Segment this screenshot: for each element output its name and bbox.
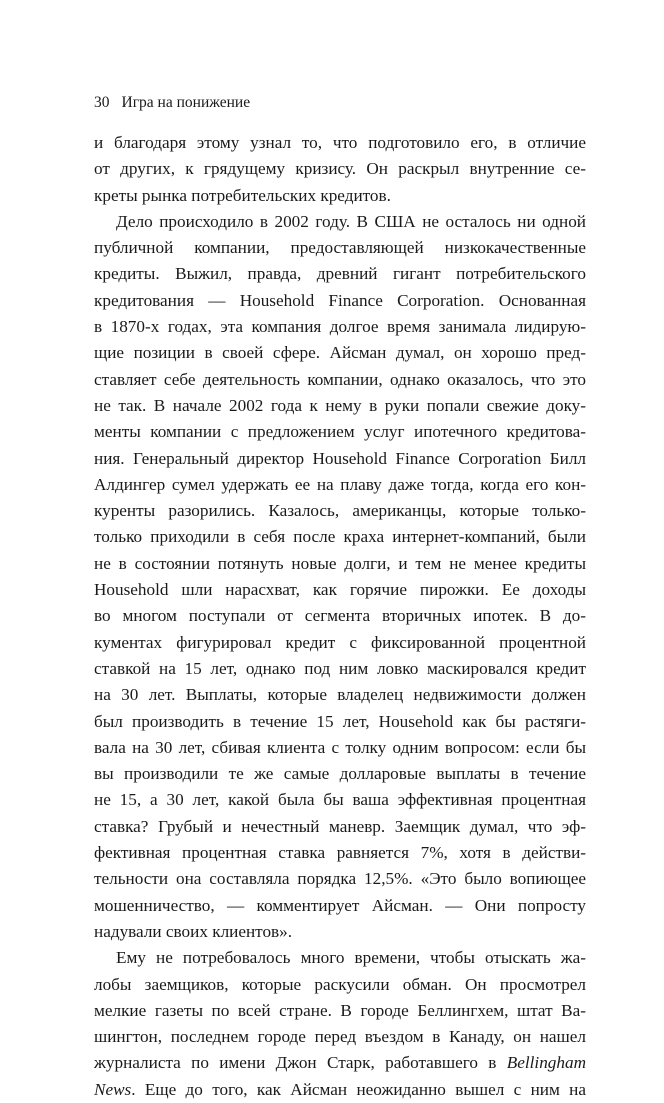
text-line (94, 866, 586, 892)
text-line (94, 393, 586, 419)
line-text: креты рынка потребительских кредитов. (94, 185, 391, 205)
line-text: . Еще до того, как Айсман неожиданно вышел с ним на (131, 1079, 586, 1099)
text-line (94, 709, 586, 735)
text-line (94, 551, 586, 577)
text-line (94, 577, 586, 603)
text-line (94, 682, 586, 708)
line-text: вала на 30 лет, сбивая клиента с толку одним вопросом: если бы (94, 737, 586, 757)
line-text: в 1870-х годах, эта компания долгое время занимала лидирую- (94, 317, 586, 337)
text-line (94, 787, 586, 813)
text-line (94, 209, 586, 235)
text-line (94, 183, 586, 209)
text-line (94, 840, 586, 866)
text-line (94, 735, 586, 761)
running-head (94, 93, 250, 113)
line-text: журналиста по имени Джон Старк, работавшего в (94, 1053, 507, 1073)
text-line (94, 524, 586, 550)
line-text: во многом поступали от сегмента вторичных ипотек. В до- (94, 606, 586, 626)
line-text: Household шли нарасхват, как горячие пирожки. Ее доходы (94, 580, 586, 600)
line-text: вы производили те же самые долларовые выплаты в течение (94, 764, 586, 784)
text-line (94, 472, 586, 498)
text-line (94, 814, 586, 840)
line-text: Дело происходило в 2002 году. В США не осталось ни одной (116, 211, 586, 231)
text-line (94, 156, 586, 182)
line-text: менты компании с предложением услуг ипотечного кредитова- (94, 422, 586, 442)
line-text: мелкие газеты по всей стране. В городе Беллингхем, штат Ва- (94, 1000, 586, 1020)
italic-text: News (94, 1079, 132, 1099)
text-line (94, 1024, 586, 1050)
line-text: только приходили в себя после краха интернет-компаний, были (94, 527, 586, 547)
line-text: публичной компании, предоставляющей низкокачественные (94, 238, 586, 258)
line-text: от других, к грядущему кризису. Он раскрыл внутренние се- (94, 159, 586, 179)
italic-text: Bellingham (506, 1053, 586, 1073)
line-text: на 30 лет. Выплаты, которые владелец недвижимости должен (94, 685, 586, 705)
line-text: щие позиции в своей сфере. Айсман думал, он хорошо пред- (94, 343, 586, 363)
line-text: не 15, а 30 лет, какой была бы ваша эффективная процентная (94, 790, 586, 810)
text-line (94, 288, 586, 314)
body-text (94, 130, 586, 1103)
line-text: не в состоянии потянуть новые долги, и тем не менее кредиты (94, 553, 586, 573)
text-line (94, 130, 586, 156)
line-text: надували своих клиентов». (94, 921, 293, 941)
line-text: ставляет себе деятельность компании, однако оказалось, что это (94, 369, 586, 389)
text-line (94, 1077, 586, 1103)
text-line (94, 603, 586, 629)
line-text: Ему не потребовалось много времени, чтобы отыскать жа- (116, 948, 586, 968)
line-text: куренты разорились. Казалось, американцы, которые только- (94, 501, 586, 521)
text-line (94, 235, 586, 261)
text-line (94, 945, 586, 971)
line-text: тельности она составляла порядка 12,5%. «Это было вопиющее (94, 869, 586, 889)
line-text: ставка? Грубый и нечестный маневр. Заемщик думал, что эф- (94, 816, 586, 836)
line-text: кредиты. Выжил, правда, древний гигант потребительского (94, 264, 586, 284)
line-text: шингтон, последнем городе перед въездом в Канаду, он нашел (94, 1027, 586, 1047)
text-line (94, 314, 586, 340)
line-text: мошенничество, — комментирует Айсман. — Они попросту (94, 895, 586, 915)
text-line (94, 419, 586, 445)
line-text: не так. В начале 2002 года к нему в руки попали свежие доку- (94, 395, 586, 415)
text-line (94, 919, 586, 945)
text-line (94, 498, 586, 524)
line-text: был производить в течение 15 лет, Household как бы растяги- (94, 711, 586, 731)
line-text: ния. Генеральный директор Household Finance Corporation Билл (94, 448, 586, 468)
line-text: фективная процентная ставка равняется 7%, хотя в действи- (94, 843, 586, 863)
text-line (94, 893, 586, 919)
line-text: лобы заемщиков, которые раскусили обман. Он просмотрел (94, 974, 586, 994)
text-line (94, 1050, 586, 1076)
line-text: Алдингер сумел удержать ее на плаву даже тогда, когда его кон- (94, 474, 586, 494)
line-text: и благодаря этому узнал то, что подготовило его, в отличие (94, 133, 586, 152)
text-line (94, 340, 586, 366)
line-text: кументах фигурировал кредит с фиксированной процентной (94, 632, 586, 652)
running-title: Игра на понижение (121, 94, 251, 111)
line-text: ставкой на 15 лет, однако под ним ловко маскировался кредит (94, 658, 586, 678)
line-text: кредитования — Household Finance Corporation. Основанная (94, 290, 586, 310)
text-line (94, 972, 586, 998)
text-line (94, 998, 586, 1024)
text-line (94, 446, 586, 472)
text-line (94, 761, 586, 787)
text-line (94, 367, 586, 393)
text-line (94, 656, 586, 682)
text-line (94, 261, 586, 287)
page-number: 30 (94, 94, 110, 111)
text-line (94, 630, 586, 656)
